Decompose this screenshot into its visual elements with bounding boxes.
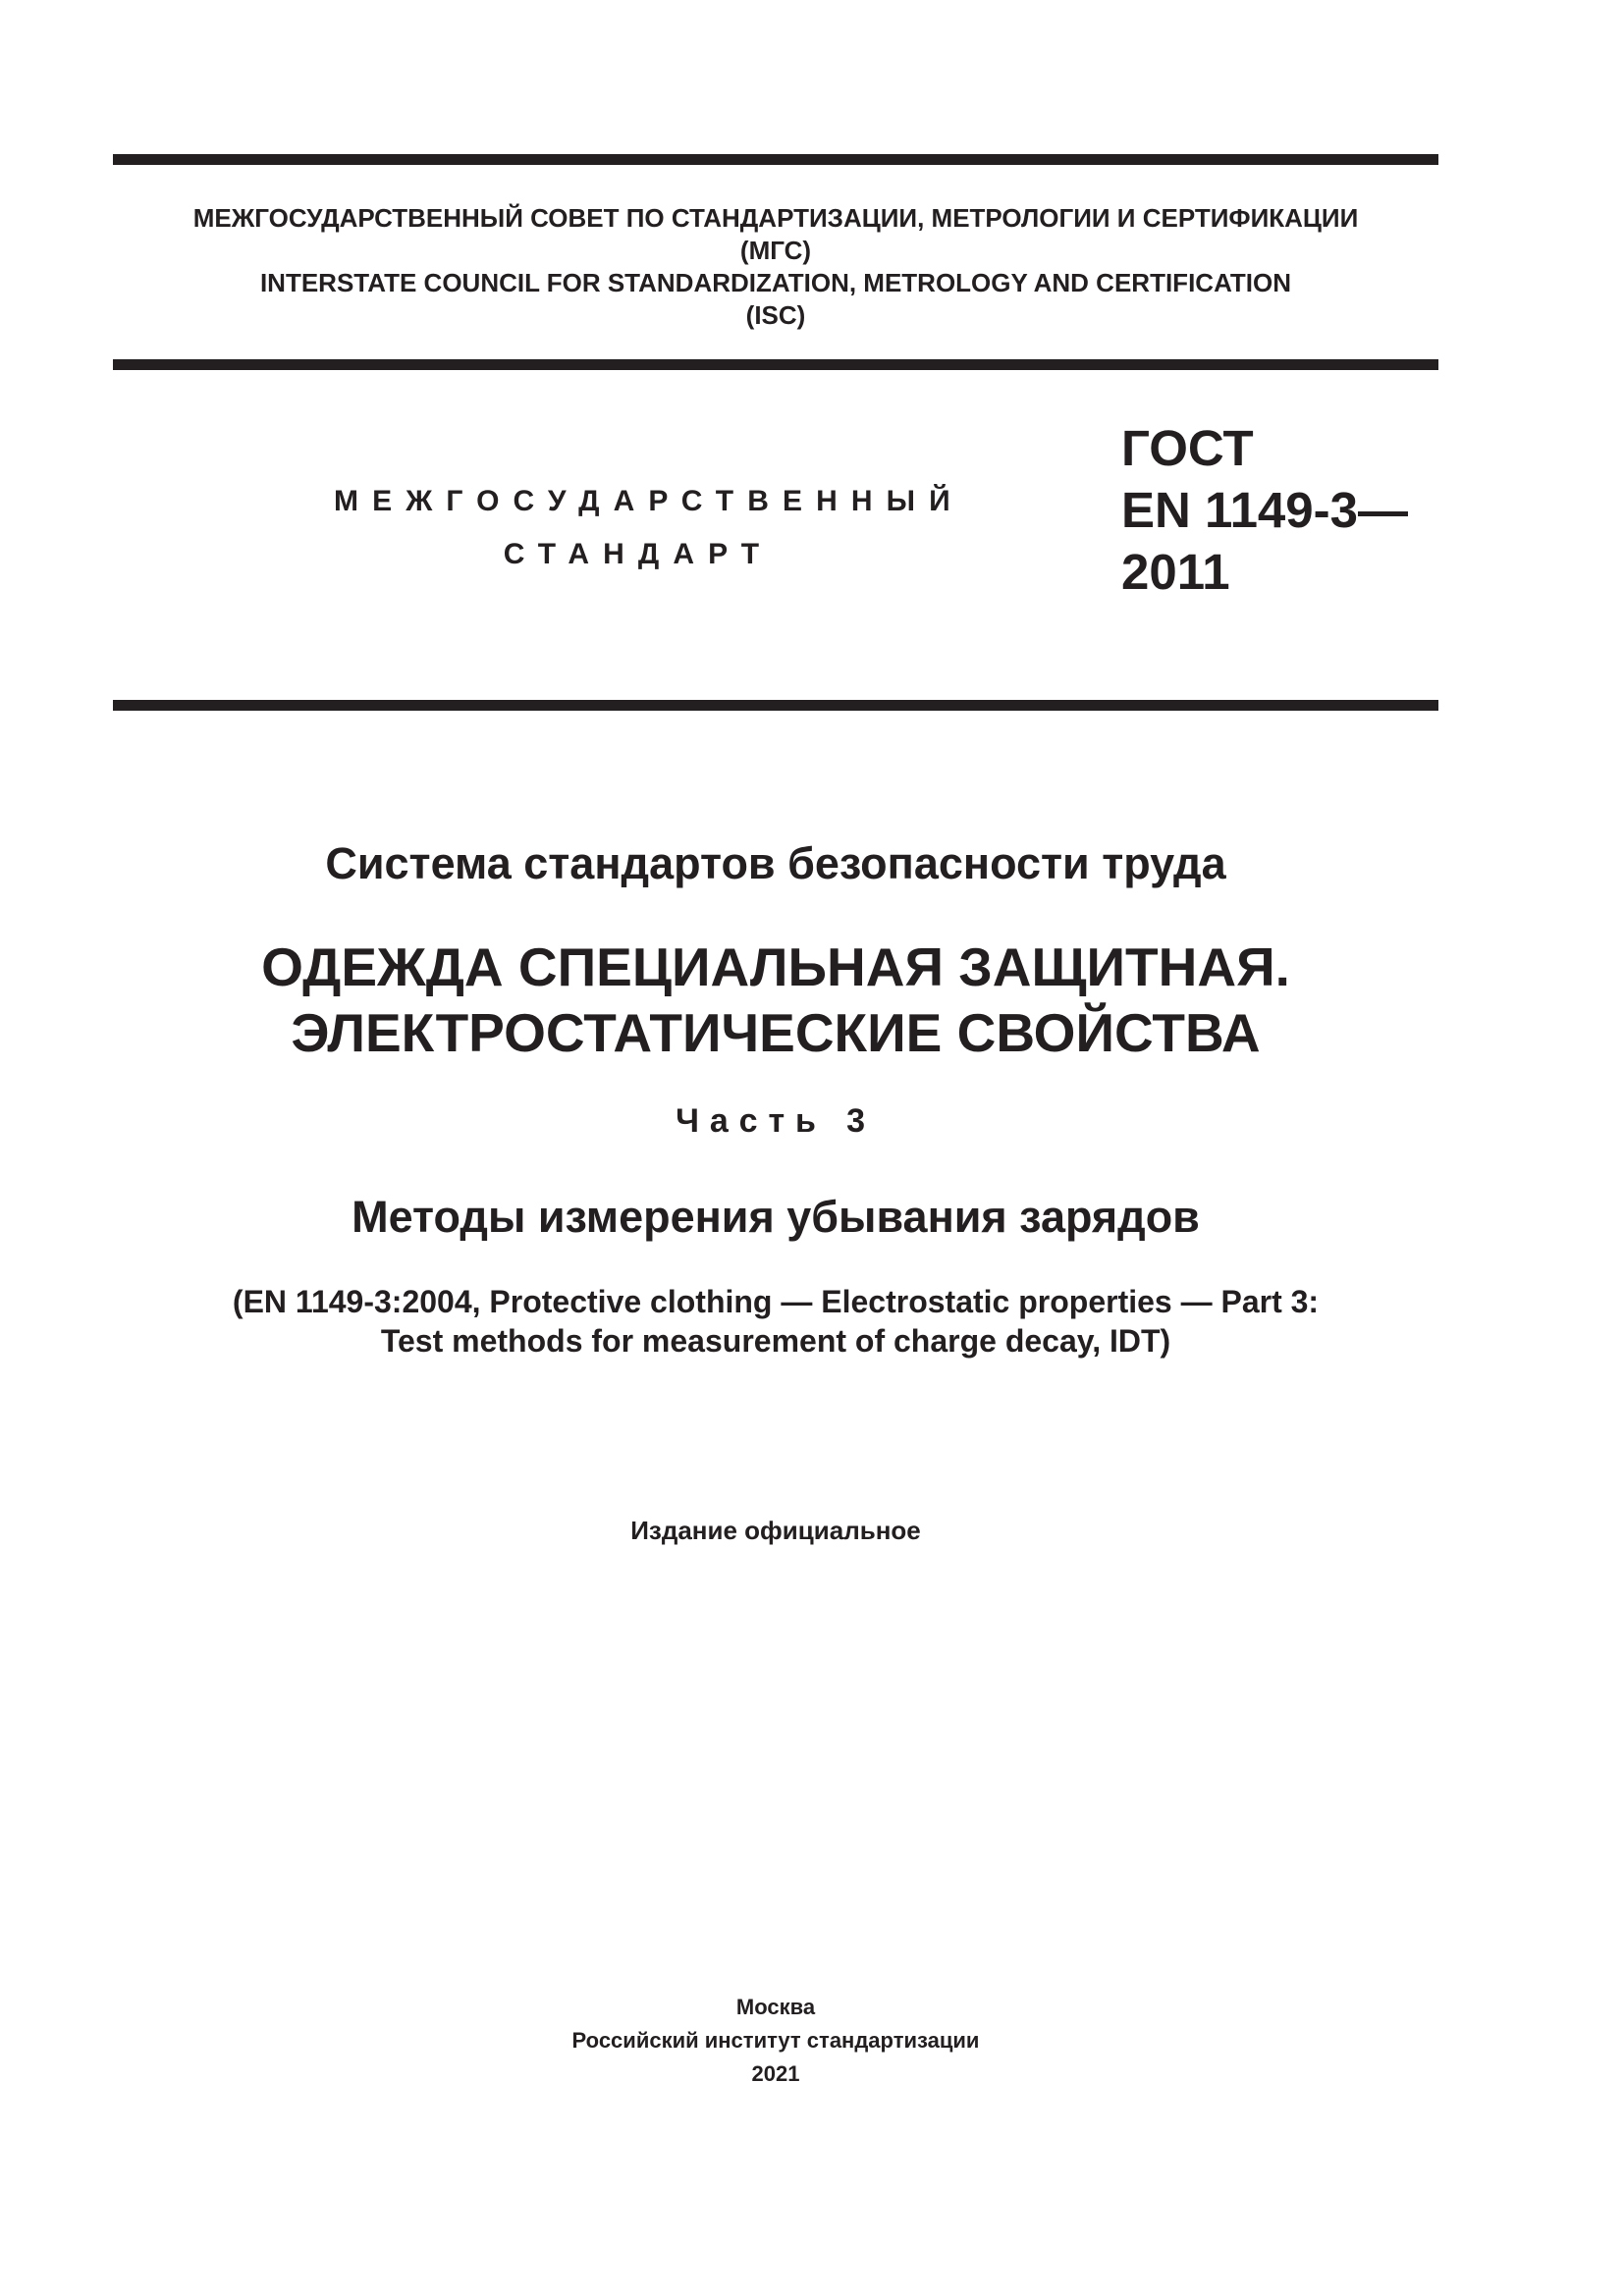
imprint: [113, 1991, 1438, 2091]
en-reference: [113, 1282, 1438, 1361]
imprint-year: 2021: [751, 2061, 800, 2086]
council-name-ru: МЕЖГОСУДАРСТВЕННЫЙ СОВЕТ ПО СТАНДАРТИЗАЦИИ, МЕТРОЛОГИИ И СЕРТИФИКАЦИИ: [192, 203, 1359, 233]
imprint-city: Москва: [735, 1995, 816, 2019]
main-title-line2: ЭЛЕКТРОСТАТИЧЕСКИЕ СВОЙСТВА: [291, 1002, 1261, 1063]
series-title: Система стандартов безопасности труда: [325, 838, 1226, 888]
council-divider-rule: [113, 359, 1438, 370]
standard-designation: [1121, 417, 1408, 603]
council-name-en: INTERSTATE COUNCIL FOR STANDARDIZATION, METROLOGY AND CERTIFICATION: [259, 268, 1292, 297]
imprint-publisher: Российский институт стандартизации: [571, 2028, 980, 2053]
standard-kind-line1: МЕЖГОСУДАРСТВЕННЫЙ: [334, 485, 964, 517]
top-divider-rule: [113, 154, 1438, 165]
council-abbr-en: (ISC): [745, 300, 806, 330]
designation-line3: 2011: [1121, 544, 1230, 600]
part-label: Часть 3: [676, 1102, 876, 1140]
standard-kind: [334, 475, 964, 581]
en-reference-line1: (EN 1149-3:2004, Protective clothing — Electrostatic properties — Part 3:: [232, 1284, 1320, 1319]
part-title: Методы измерения убывания зарядов: [352, 1192, 1200, 1242]
designation-divider-rule: [113, 700, 1438, 711]
main-title-line1: ОДЕЖДА СПЕЦИАЛЬНАЯ ЗАЩИТНАЯ.: [261, 936, 1290, 997]
council-abbr-ru: (МГС): [739, 236, 812, 265]
designation-line2: EN 1149-3—: [1121, 482, 1409, 538]
main-title: [113, 934, 1438, 1066]
edition-note: Издание официальное: [630, 1516, 921, 1545]
council-header: [113, 202, 1438, 332]
designation-line1: ГОСТ: [1121, 420, 1254, 476]
en-reference-line2: Test methods for measurement of charge decay, IDT): [380, 1323, 1171, 1359]
standard-kind-line2: СТАНДАРТ: [503, 538, 774, 570]
